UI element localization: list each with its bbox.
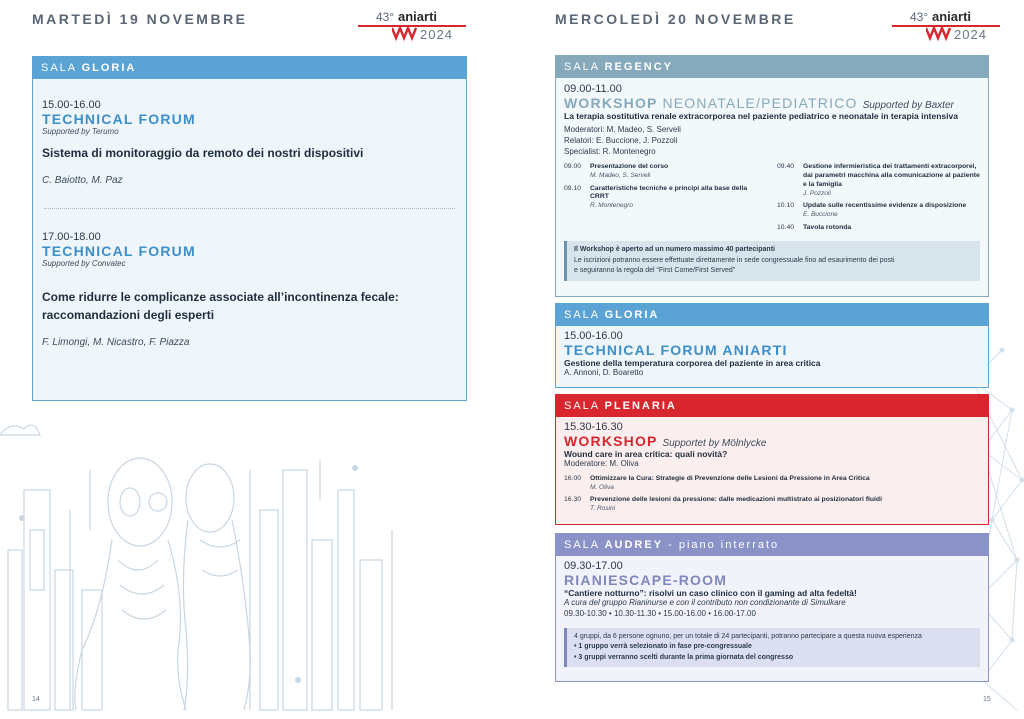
room-header — [556, 304, 988, 326]
room-header — [33, 57, 466, 79]
room-suffix: - piano interrato — [668, 539, 780, 551]
session-title-bold: WORKSHOP — [564, 95, 658, 111]
sala-regency-box — [555, 55, 989, 297]
room-prefix: SALA — [564, 309, 600, 321]
sala-gloria-box — [32, 56, 467, 401]
session-title: TECHNICAL FORUM — [42, 242, 196, 259]
room-header — [556, 534, 988, 556]
note-bullet: • 1 gruppo verrà selezionato in fase pre-congressuale — [574, 643, 752, 651]
sala-gloria-box — [555, 303, 989, 388]
day-title: MARTEDÌ 19 NOVEMBRE — [32, 11, 248, 27]
sala-audrey-box — [555, 533, 989, 682]
robot-city-illustration — [0, 410, 420, 715]
session-subject: Gestione della temperatura corporea del paziente in area critica — [564, 358, 821, 368]
session-title — [564, 433, 980, 449]
agenda-item: 10.40 Tavola rotonda — [777, 223, 852, 231]
room-name: PLENARIA — [604, 400, 677, 412]
agenda-item: 09.00 Presentazione del corso M. Madeo, S. Serveli — [564, 163, 669, 180]
session-sponsor: Supported by Terumo — [42, 127, 119, 136]
session-agenda — [564, 475, 980, 514]
workshop-note — [564, 241, 980, 281]
session-title — [564, 95, 980, 111]
session-title: RIANIESCAPE-ROOM — [564, 572, 728, 588]
logo-edition: 43° — [910, 10, 929, 24]
note-bullet: • 3 gruppi verranno scelti durante la prima giornata del congresso — [574, 653, 794, 661]
room-prefix: SALA — [564, 61, 600, 73]
day-title: MERCOLEDÌ 20 NOVEMBRE — [555, 11, 796, 27]
session-subject: Come ridurre le complicanze associate all’incontinenza fecale: raccomandazioni degli esperti — [42, 289, 399, 323]
session-moderator: Moderatore: M. Oliva — [564, 459, 639, 468]
session-subject: La terapia sostitutiva renale extracorporea nel paziente pediatrico e neonatale in terapia intensiva — [564, 111, 958, 121]
session-title: TECHNICAL FORUM ANIARTI — [564, 342, 788, 358]
session-curated-by: A cura del gruppo Rianinurse e con il contributo non condizionante di Simulkare — [564, 598, 846, 607]
right-page — [512, 0, 1024, 719]
session-time: 15.00-16.00 — [564, 330, 623, 342]
room-header — [556, 395, 988, 417]
room-name: GLORIA — [604, 309, 660, 321]
session-time: 15.30-16.30 — [564, 421, 623, 433]
session-subject: Wound care in area critica: quali novità? — [564, 449, 728, 459]
session-slots: 09.30-10.30 • 10.30-11.30 • 15.00-16.00 • 16.00-17.00 — [564, 608, 756, 618]
session-subject: Sistema di monitoraggio da remoto dei nostri dispositivi — [42, 146, 364, 160]
room-prefix: SALA — [564, 400, 600, 412]
note-title: Il Workshop è aperto ad un numero massimo 40 partecipanti — [574, 246, 775, 254]
session-title: TECHNICAL FORUM — [42, 111, 196, 127]
session-sponsor: Supported by Convatec — [42, 258, 126, 268]
room-name: AUDREY — [604, 539, 664, 551]
agenda-item: 10.10 Update sulle recentissime evidenze a disposizione E. Buccione — [777, 202, 967, 219]
session-speakers: Relatori: E. Buccione, J. Pozzoli — [564, 135, 678, 145]
logo-year: 2024 — [420, 27, 453, 42]
session-time: 15.00-16.00 — [42, 99, 101, 111]
page-number: 15 — [983, 696, 991, 703]
agenda-column-right — [777, 163, 980, 236]
room-prefix: SALA — [564, 539, 600, 551]
logo-name: aniarti — [398, 9, 438, 24]
session-sponsor: Supported by Baxter — [862, 100, 954, 111]
congress-logo — [358, 8, 468, 44]
agenda-column-left — [564, 163, 767, 236]
logo-year: 2024 — [954, 27, 987, 42]
agenda-item: 16.00 Ottimizzare la Cura: Strategie di Prevenzione delle Lesioni da Pressione in Area Critica M. Oliva — [564, 474, 870, 491]
session-authors: F. Limongi, M. Nicastro, F. Piazza — [42, 336, 190, 348]
session-moderators: Moderatori: M. Madeo, S. Serveli — [564, 125, 681, 134]
room-prefix: SALA — [41, 62, 77, 74]
agenda-item: 09.40 Gestione infermieristica dei trattamenti extracorporei, dai parametri macchina alla comunicazione al paziente e la famiglia J. Pozzoli — [777, 163, 980, 197]
agenda-item: 09.10 Caratteristiche tecniche e principi alla base della CRRT R. Montenegro — [564, 184, 748, 210]
session-title-text: WORKSHOP — [564, 433, 658, 449]
congress-logo — [892, 8, 1002, 44]
session-time: 17.00-18.00 — [42, 230, 101, 243]
room-name: REGENCY — [604, 61, 673, 73]
heartbeat-icon — [392, 22, 422, 42]
room-name: GLORIA — [81, 62, 137, 74]
session-specialist: Specialist: R. Montenegro — [564, 146, 656, 156]
session-title-rest: NEONATALE/PEDIATRICO — [662, 95, 858, 111]
session-agenda — [564, 163, 980, 236]
session-authors: C. Baiotto, M. Paz — [42, 174, 123, 186]
session-subject: “Cantiere notturno”: risolvi un caso clinico con il gaming ad alta fedeltà! — [564, 588, 857, 598]
agenda-item: 16.30 Prevenzione delle lesioni da pressione: dalle medicazioni multistrato ai posizionatori fluidi T. Rosini — [564, 496, 882, 512]
note-line: e seguiranno la regola del “First Come/First Served” — [574, 267, 736, 275]
note-line: 4 gruppi, da 6 persone ognuno, per un totale di 24 partecipanti, potranno partecipare a questa nuova esperienza — [574, 632, 922, 640]
session-time: 09.00-11.00 — [564, 83, 622, 95]
session-time: 09.30-17.00 — [564, 560, 623, 572]
logo-edition: 43° — [376, 10, 395, 24]
escape-room-note — [564, 628, 980, 668]
sala-plenaria-box — [555, 394, 989, 525]
session-divider — [44, 208, 455, 209]
room-header — [556, 56, 988, 78]
note-line: Le iscrizioni potranno essere effettuate direttamente in sede congressuale fino ad esaurimento dei posti — [574, 256, 895, 264]
session-sponsor: Supportet by Mölnlycke — [662, 438, 767, 449]
heartbeat-icon — [926, 22, 956, 42]
session-authors: A. Annoni, D. Boaretto — [564, 368, 644, 377]
page-number: 14 — [32, 696, 40, 703]
logo-name: aniarti — [932, 9, 972, 24]
